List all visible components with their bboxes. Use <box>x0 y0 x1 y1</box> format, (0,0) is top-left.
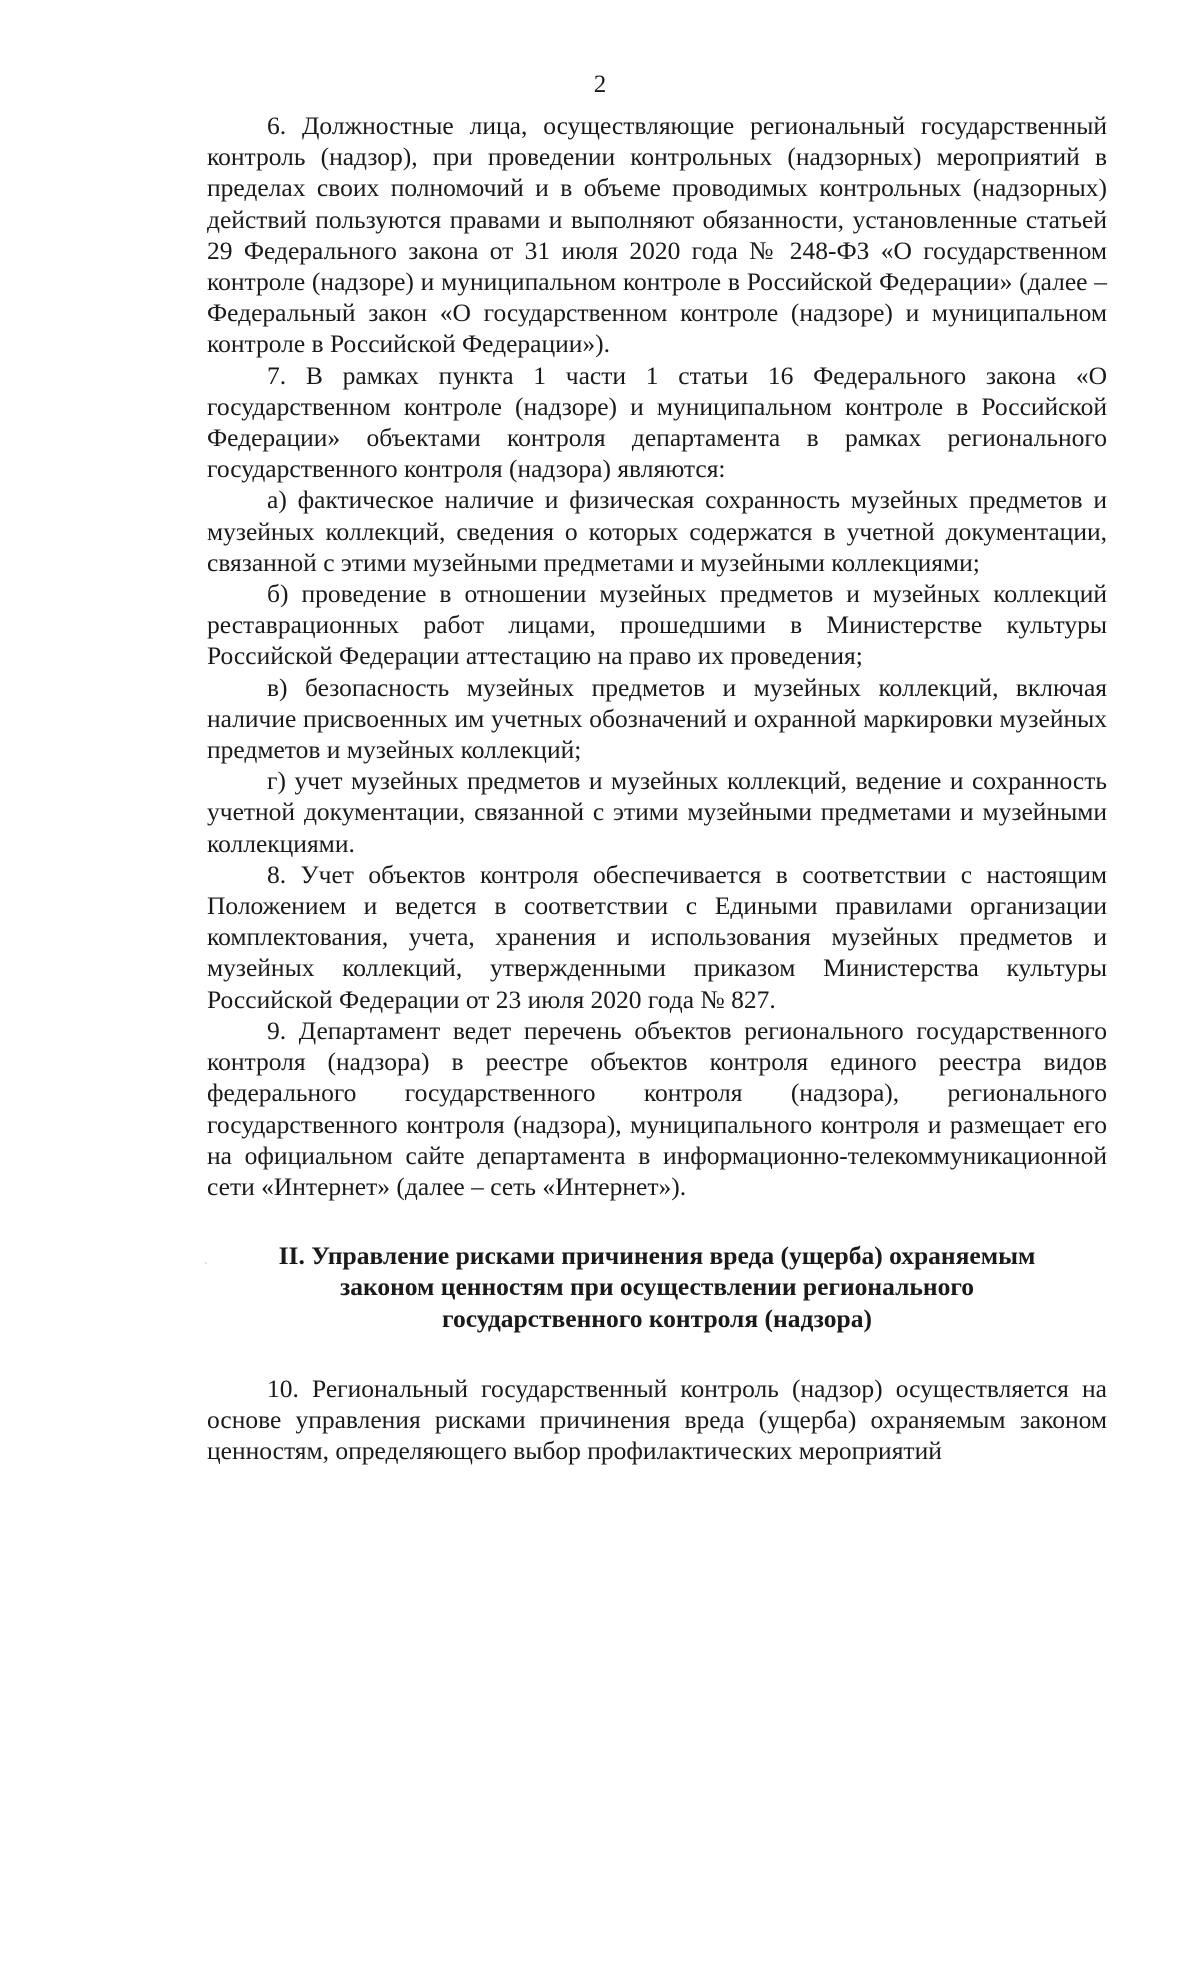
paragraph-7b: б) проведение в отношении музейных предметов и музейных коллекций реставрационных работ лицами, прошедшими в Министерстве культуры Российской Федерации аттестацию на право их проведения; <box>207 579 1107 671</box>
section-heading-line: законом ценностям при осуществлении регионального <box>339 1272 975 1302</box>
paragraph-7c: в) безопасность музейных предметов и музейных коллекций, включая наличие присвоенных им учетных обозначений и охранной маркировки музейных предметов и музейных коллекций; <box>207 672 1107 765</box>
paragraph-9: 9. Департамент ведет перечень объектов регионального государственного контроля (надзора) в реестре объектов контроля единого реестра видов федерального государственного контроля (надзора), регионального государственного контроля (надзора), муниципального контроля и размещает его на официальном сайте департамента в информационно-телекоммуникационной сети «Интернет» (далее – сеть «Интернет»). <box>207 1015 1107 1201</box>
section-heading-2 <box>207 1240 1107 1334</box>
page-number: 2 <box>593 71 607 98</box>
section-heading-line: II. Управление рисками причинения вреда (ущерба) охраняемым <box>278 1241 1036 1271</box>
scan-artifact <box>205 1262 207 1264</box>
section-heading-line: государственного контроля (надзора) <box>442 1303 872 1333</box>
paragraph-10: 10. Региональный государственный контроль (надзор) осуществляется на основе управления рисками причинения вреда (ущерба) охраняемым законом ценностям, определяющего выбор профилактических мероприятий <box>207 1373 1107 1466</box>
paragraph-7d: г) учет музейных предметов и музейных коллекций, ведение и сохранность учетной документации, связанной с этими музейными предметами и музейными коллекциями. <box>207 766 1107 858</box>
paragraph-8: 8. Учет объектов контроля обеспечивается в соответствии с настоящим Положением и ведется в соответствии с Едиными правилами организации комплектования, учета, хранения и использования музейных предметов и музейных коллекций, утвержденными приказом Министерства культуры Российской Федерации от 23 июля 2020 года № 827. <box>207 859 1107 1014</box>
paragraph-7a: а) фактическое наличие и физическая сохранность музейных предметов и музейных коллекций, сведения о которых содержатся в учетной документации, связанной с этими музейными предметами и музейными коллекциями; <box>207 485 1107 577</box>
paragraph-6: 6. Должностные лица, осуществляющие региональный государственный контроль (надзор), при проведении контрольных (надзорных) мероприятий в пределах своих полномочий и в объеме проводимых контрольных (надзорных) действий пользуются правами и выполняют обязанности, установленные статьей 29 Федерального закона от 31 июля 2020 года № 248-ФЗ «О государственном контроле (надзоре) и муниципальном контроле в Российской Федерации» (далее – Федеральный закон «О государственном контроле (надзоре) и муниципальном контроле в Российской Федерации»). <box>207 111 1107 359</box>
document-body <box>207 110 1107 1466</box>
paragraph-7: 7. В рамках пункта 1 части 1 статьи 16 Федерального закона «О государственном контроле (надзоре) и муниципальном контроле в Российской Федерации» объектами контроля департамента в рамках регионального государственного контроля (надзора) являются: <box>207 360 1107 484</box>
